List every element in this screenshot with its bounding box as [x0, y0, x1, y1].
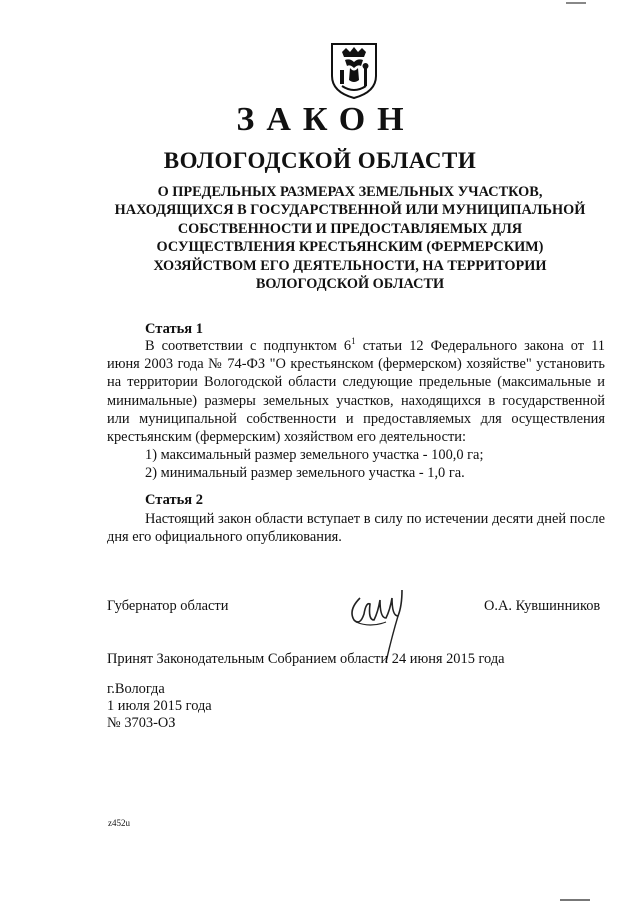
article-1-item: 1) максимальный размер земельного участка - 100,0 га; [145, 447, 484, 464]
scan-artifact [560, 899, 590, 901]
signing-date: 1 июля 2015 года [107, 698, 212, 714]
law-title: ЗАКОН [236, 101, 416, 138]
document-footer [107, 681, 212, 732]
article-2-heading: Статья 2 [145, 492, 203, 508]
article-1-text-rest: статьи 12 Федерального закона от 11 июня 2003 года № 74-ФЗ "О крестьянском (фермерском) хозяйстве" установить на территории Вологодской области следующие предельные (максимальные и минимальные) размеры земельных участков, находящихся в государственной или муниципальной собственности и предоставляемых для осуществления крестьянским (фермерским) хозяйством его деятельности: [107, 338, 606, 446]
city: г.Вологда [107, 681, 165, 697]
article-1-heading: Статья 1 [145, 321, 203, 337]
article-1-text-start: В соответствии с подпунктом 6 [145, 338, 352, 354]
article-1-body [107, 337, 605, 483]
law-subject [100, 183, 600, 293]
article-2-body [107, 510, 605, 546]
article-1-paragraph [107, 337, 605, 446]
coat-of-arms-icon [328, 40, 380, 100]
subject-line: СОБСТВЕННОСТИ И ПРЕДОСТАВЛЯЕМЫХ ДЛЯ [177, 220, 523, 237]
governor-name: О.А. Кувшинников [484, 598, 601, 614]
subject-line: ВОЛОГОДСКОЙ ОБЛАСТИ [255, 276, 445, 293]
scan-artifact [566, 2, 586, 4]
subject-line: ХОЗЯЙСТВОМ ЕГО ДЕЯТЕЛЬНОСТИ, НА ТЕРРИТОРИИ [153, 257, 547, 274]
region-title: ВОЛОГОДСКОЙ ОБЛАСТИ [163, 148, 477, 173]
subject-line: О ПРЕДЕЛЬНЫХ РАЗМЕРАХ ЗЕМЕЛЬНЫХ УЧАСТКОВ, [157, 184, 543, 200]
article-1-superscript: 1 [351, 336, 356, 347]
document-code: z452u [108, 818, 130, 828]
governor-label: Губернатор области [107, 598, 229, 614]
adoption-note: Принят Законодательным Собранием области 24 июня 2015 года [107, 651, 505, 667]
article-2-paragraph: Настоящий закон области вступает в силу по истечении десяти дней после дня его официального опубликования. [107, 511, 605, 546]
subject-line: ОСУЩЕСТВЛЕНИЯ КРЕСТЬЯНСКИМ (ФЕРМЕРСКИМ) [156, 239, 544, 256]
article-1-item: 2) минимальный размер земельного участка - 1,0 га. [145, 465, 465, 482]
law-number: № 3703-ОЗ [107, 715, 176, 731]
subject-line: НАХОДЯЩИХСЯ В ГОСУДАРСТВЕННОЙ ИЛИ МУНИЦИПАЛЬНОЙ [114, 202, 586, 219]
